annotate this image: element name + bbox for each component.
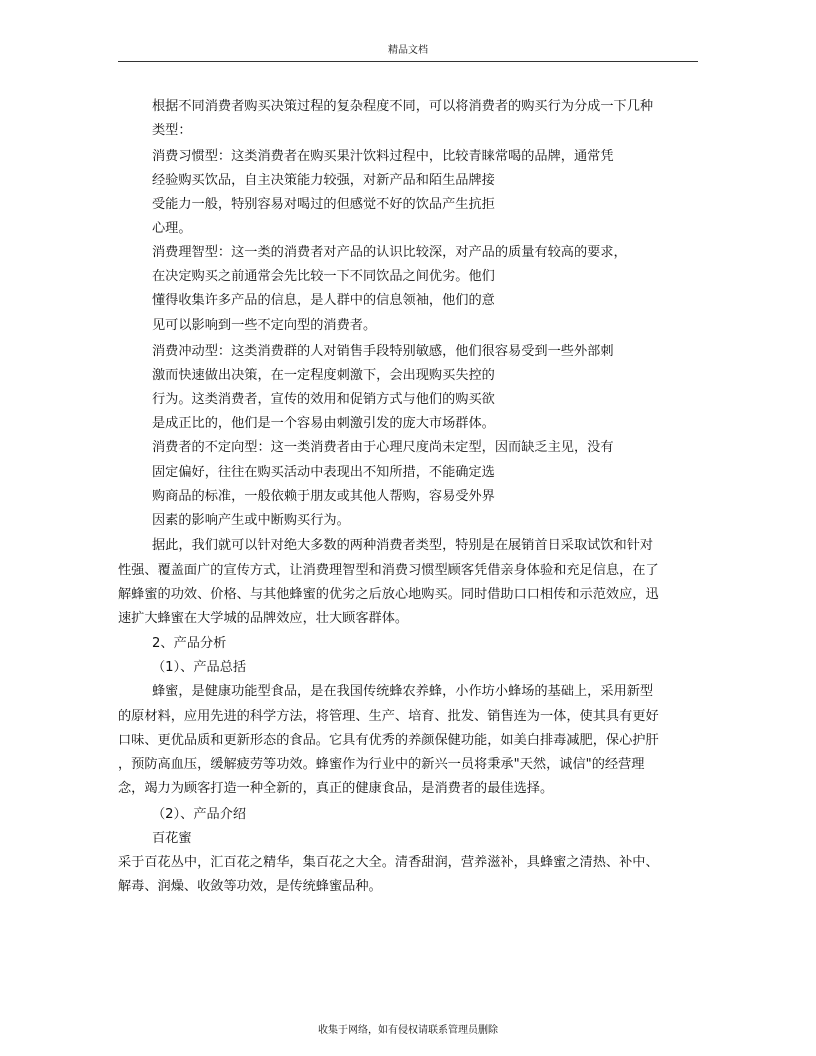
text-line: 经验购买饮品，自主决策能力较强，对新产品和陌生品牌接	[152, 173, 495, 188]
text-line: 据此，我们就可以针对绝大多数的两种消费者类型，特别是在展销首日采取试饮和针对	[152, 538, 654, 553]
text-line: 的原材料，应用先进的科学方法，将管理、生产、培育、批发、销售连为一体，使其具有更好	[118, 709, 659, 724]
text-line: 解毒、润燥、收敛等功效，是传统蜂蜜品种。	[118, 879, 382, 894]
subsection-heading: （1）、产品总括	[152, 660, 247, 675]
text-line: 在决定购买之前通常会先比较一下不同饮品之间优劣。他们	[152, 269, 495, 284]
text-line: 购商品的标准，一般依赖于朋友或其他人帮购，容易受外界	[152, 489, 495, 504]
text-line: 根据不同消费者购买决策过程的复杂程度不同，可以将消费者的购买行为分成一下几种	[152, 99, 654, 114]
text-line: 激而快速做出决策，在一定程度刺激下，会出现购买失控的	[152, 368, 495, 383]
page-header: 精品文档	[388, 45, 428, 56]
text-line: 消费者的不定向型：这一类消费者由于心理尺度尚未定型，因而缺乏主见，没有	[152, 440, 614, 455]
product-name: 百花蜜	[152, 831, 192, 846]
text-line: 是成正比的，他们是一个容易由刺激引发的庞大市场群体。	[152, 416, 495, 431]
text-line: 念，竭力为顾客打造一种全新的，真正的健康食品，是消费者的最佳选择。	[118, 781, 554, 796]
text-line: 性强、覆盖面广的宣传方式，让消费理智型和消费习惯型顾客凭借亲身体验和充足信息，在了	[118, 563, 659, 578]
text-line: 见可以影响到一些不定向型的消费者。	[152, 318, 377, 333]
text-line: 行为。这类消费者，宣传的效用和促销方式与他们的购买欲	[152, 392, 495, 407]
text-line: 口味、更优品质和更新形态的食品。它具有优秀的养颜保健功能，如美白排毒减肥，保心护肝	[118, 733, 659, 748]
text-line: 消费理智型：这一类的消费者对产品的认识比较深，对产品的质量有较高的要求，	[152, 245, 627, 260]
text-line: 解蜂蜜的功效、价格、与其他蜂蜜的优劣之后放心地购买。同时借助口口相传和示范效应，迅	[118, 587, 659, 602]
text-line: ，预防高血压，缓解疲劳等功效。蜂蜜作为行业中的新兴一员将秉承"天然，诚信"的经营理	[118, 757, 645, 772]
text-line: 懂得收集许多产品的信息，是人群中的信息领袖，他们的意	[152, 293, 495, 308]
text-line: 消费习惯型：这类消费者在购买果汁饮料过程中，比较青睐常喝的品牌，通常凭	[152, 149, 614, 164]
subsection-heading: （2）、产品介绍	[152, 807, 247, 822]
text-line: 采于百花丛中，汇百花之精华，集百花之大全。清香甜润，营养滋补，具蜂蜜之清热、补中、	[118, 855, 659, 870]
text-line: 蜂蜜，是健康功能型食品，是在我国传统蜂农养蜂，小作坊小蜂场的基础上，采用新型	[152, 684, 654, 699]
text-line: 固定偏好，往往在购买活动中表现出不知所措，不能确定选	[152, 465, 495, 480]
text-line: 受能力一般，特别容易对喝过的但感觉不好的饮品产生抗拒	[152, 197, 495, 212]
text-line: 心理。	[152, 221, 192, 236]
text-line: 类型：	[152, 123, 192, 138]
text-line: 消费冲动型：这类消费群的人对销售手段特别敏感，他们很容易受到一些外部刺	[152, 344, 614, 359]
text-line: 因素的影响产生或中断购买行为。	[152, 513, 350, 528]
section-heading: 2、产品分析	[152, 636, 227, 651]
header-divider	[118, 61, 698, 62]
text-line: 速扩大蜂蜜在大学城的品牌效应，壮大顾客群体。	[118, 611, 409, 626]
page-footer: 收集于网络，如有侵权请联系管理员删除	[318, 1025, 498, 1036]
